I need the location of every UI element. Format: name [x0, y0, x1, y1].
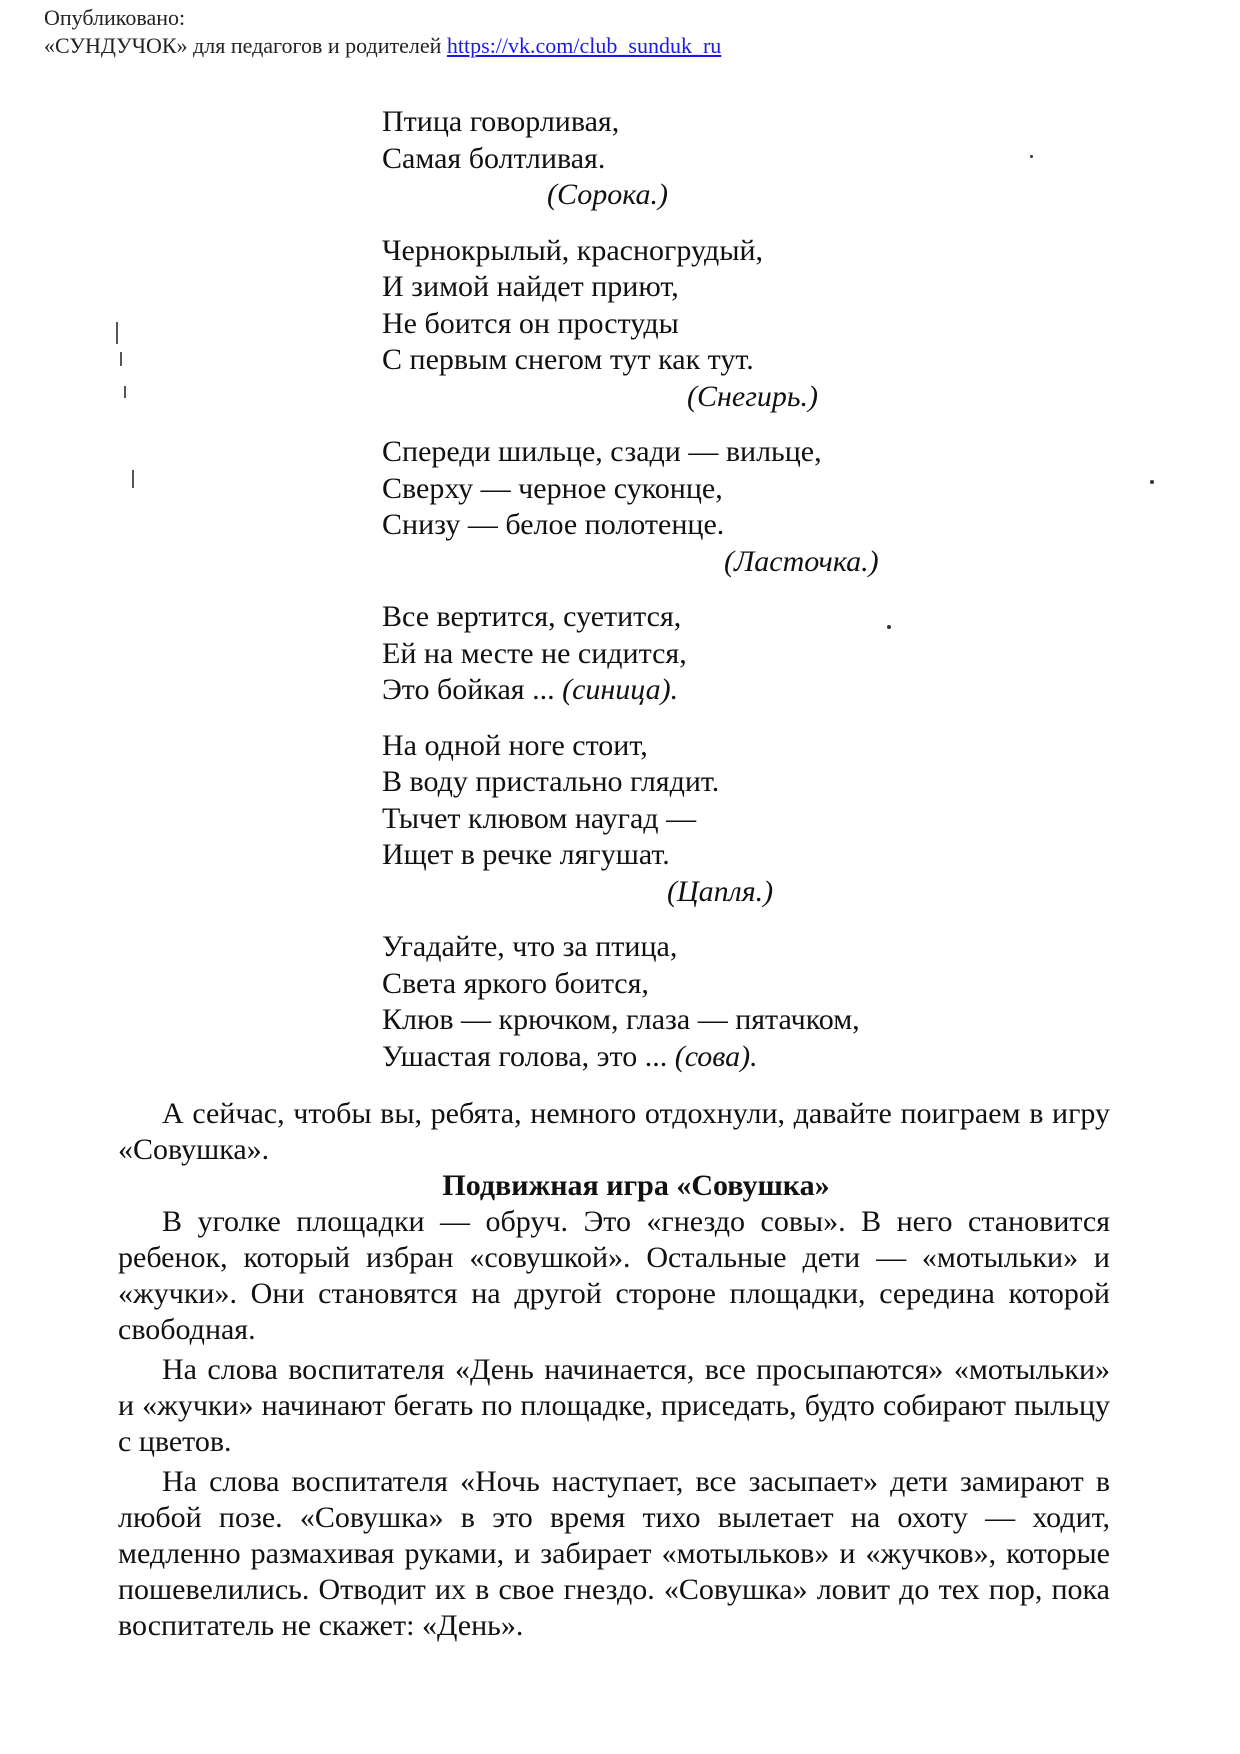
riddle-line-text: Это бойкая ...: [382, 673, 563, 706]
riddle-line: Клюв — крючком, глаза — пятачком,: [382, 1003, 860, 1036]
riddle-line: Угадайте, что за птица,: [382, 930, 678, 963]
riddle-line: Птица говорливая,: [382, 105, 620, 138]
riddle-answer: (Ласточка.): [724, 544, 879, 578]
riddle-line: Спереди шильце, сзади — вильце,: [382, 435, 822, 468]
game-paragraph: На слова воспитателя «День начинается, все просыпаются» «мотыльки» и «жучки» начинают бегать по площадке, приседать, будто собирают пыльцу с цветов.: [118, 1353, 1110, 1458]
riddle-swallow: [382, 434, 982, 580]
game-paragraph: В уголке площадки — обруч. Это «гнездо совы». В него становится ребенок, который избран «совушкой». Остальные дети — «мотыльки» и «жучки». Они становятся на другой стороне площадки, середина которой свободная.: [118, 1205, 1110, 1346]
riddle-tit: [382, 599, 982, 709]
riddle-line: Самая болтливая.: [382, 141, 606, 175]
riddle-line: Снизу — белое полотенце.: [382, 508, 725, 541]
scan-mark: [120, 352, 122, 366]
riddle-line: Тычет клювом наугад —: [382, 801, 697, 835]
riddle-line: Все вертится, суетится,: [382, 600, 682, 633]
riddle-heron: [382, 728, 982, 911]
riddle-answer: (сова).: [674, 1039, 758, 1073]
riddles-block: [382, 104, 982, 1094]
publication-header: [44, 4, 721, 60]
scan-speck: [1150, 480, 1154, 484]
scan-mark: [124, 386, 126, 398]
scan-mark: [132, 470, 134, 488]
source-link[interactable]: https://vk.com/club_sunduk_ru: [446, 33, 722, 58]
riddle-line: Сверху — черное суконце,: [382, 471, 723, 505]
riddle-answer: (Цапля.): [667, 874, 774, 908]
riddle-line: В воду пристально глядит.: [382, 765, 720, 798]
riddle-owl: [382, 929, 982, 1075]
riddle-magpie: [382, 104, 982, 214]
riddle-line: Ей на месте не сидится,: [382, 636, 687, 670]
riddle-line: И зимой найдет приют,: [382, 270, 679, 303]
section-title: Подвижная игра «Совушка»: [442, 1169, 830, 1202]
published-label: Опубликовано:: [44, 5, 186, 30]
game-description: [118, 1096, 1110, 1644]
riddle-line: Чернокрылый, красногрудый,: [382, 233, 764, 267]
riddle-line: [382, 1039, 982, 1076]
intro-paragraph: А сейчас, чтобы вы, ребята, немного отдохнули, давайте поиграем в игру «Совушка».: [118, 1097, 1110, 1166]
riddle-answer: (Снегирь.): [687, 379, 819, 413]
scan-speck: [1030, 155, 1033, 158]
riddle-line: Не боится он простуды: [382, 306, 679, 340]
source-line: [44, 32, 721, 60]
riddle-line: На одной ноге стоит,: [382, 728, 648, 762]
riddle-bullfinch: [382, 233, 982, 416]
game-paragraph: На слова воспитателя «Ночь наступает, все засыпает» дети замирают в любой позе. «Совушка» в это время тихо вылетает на охоту — ходит, медленно размахивая руками, и забирает «мотыльков» и «жучков», которые пошевелились. Отводит их в свое гнездо. «Совушка» ловит до тех пор, пока воспитатель не скажет: «День».: [118, 1465, 1110, 1642]
riddle-line: [382, 672, 982, 709]
riddle-line: Ищет в речке лягушат.: [382, 838, 670, 871]
riddle-answer: (Сорока.): [547, 178, 668, 211]
riddle-answer: (синица).: [562, 673, 679, 706]
scan-mark: [116, 322, 118, 344]
riddle-line: С первым снегом тут как тут.: [382, 343, 754, 376]
scan-speck: [887, 625, 891, 629]
riddle-line-text: Ушастая голова, это ...: [382, 1039, 675, 1073]
riddle-line: Света яркого боится,: [382, 966, 649, 1000]
source-text: «СУНДУЧОК» для педагогов и родителей: [44, 33, 442, 58]
